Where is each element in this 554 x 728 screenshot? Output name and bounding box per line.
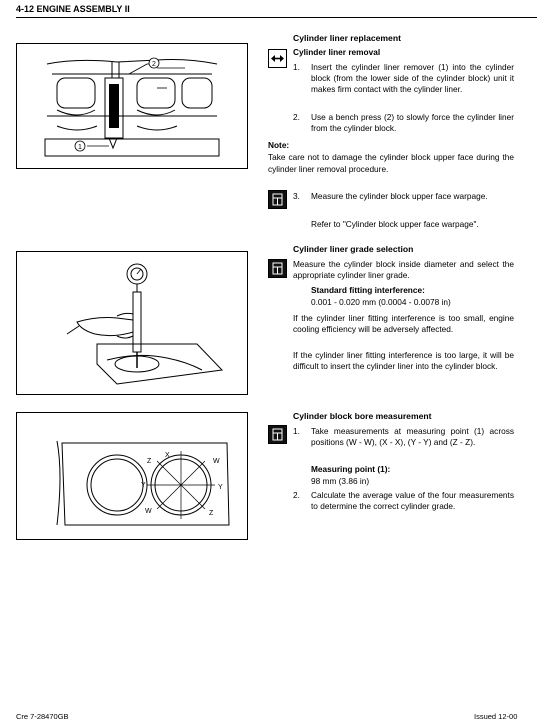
measuring-tool-icon <box>268 190 287 209</box>
note-label: Note: <box>268 140 290 150</box>
footer-issue-date: Issued 12-00 <box>474 712 518 721</box>
grade-intro: Measure the cylinder block inside diameter and select the appropriate cylinder liner grade. <box>293 259 514 281</box>
figure-callout: Z <box>209 510 214 517</box>
spec-label: Standard fitting interference: <box>311 285 425 295</box>
figure-callout: Z <box>147 458 152 465</box>
grade-paragraph: If the cylinder liner fitting interference is too small, engine cooling efficiency will be adversely affected. <box>293 313 514 335</box>
figure-callout: 2 <box>152 61 156 68</box>
measuring-tool-icon <box>268 425 287 444</box>
measuring-point-value: 98 mm (3.86 in) <box>311 476 370 486</box>
figure-callout: Y <box>218 484 223 491</box>
measuring-point-label: Measuring point (1): <box>311 464 391 474</box>
measuring-tool-icon <box>268 259 287 278</box>
figure-liner-removal <box>16 43 248 169</box>
figure-callout: W <box>145 508 152 515</box>
page-header-title: 4-12 ENGINE ASSEMBLY II <box>16 4 130 14</box>
figure-bore-gauge <box>16 251 248 395</box>
section-title-bore-measurement: Cylinder block bore measurement <box>293 411 432 421</box>
note-text: Take care not to damage the cylinder block upper face during the cylinder liner removal procedure. <box>268 152 514 174</box>
subtitle-liner-removal: Cylinder liner removal <box>293 47 381 57</box>
double-arrow-icon <box>268 49 287 68</box>
header-rule <box>16 17 537 18</box>
section-title-liner-replacement: Cylinder liner replacement <box>293 33 401 43</box>
section-title-grade-selection: Cylinder liner grade selection <box>293 244 414 254</box>
grade-paragraph: If the cylinder liner fitting interference is too large, it will be difficult to insert the cylinder liner into the cylinder block. <box>293 350 514 372</box>
figure-callout: 1 <box>78 144 82 151</box>
refer-text: Refer to "Cylinder block upper face warpage". <box>311 219 479 229</box>
figure-callout: W <box>213 458 220 465</box>
footer-doc-code: Cre 7-28470GB <box>16 712 69 721</box>
figure-callout: Y <box>141 482 146 489</box>
figure-callout: X <box>165 452 170 459</box>
spec-value: 0.001 - 0.020 mm (0.0004 - 0.0078 in) <box>311 297 451 307</box>
figure-measuring-positions <box>16 412 248 540</box>
